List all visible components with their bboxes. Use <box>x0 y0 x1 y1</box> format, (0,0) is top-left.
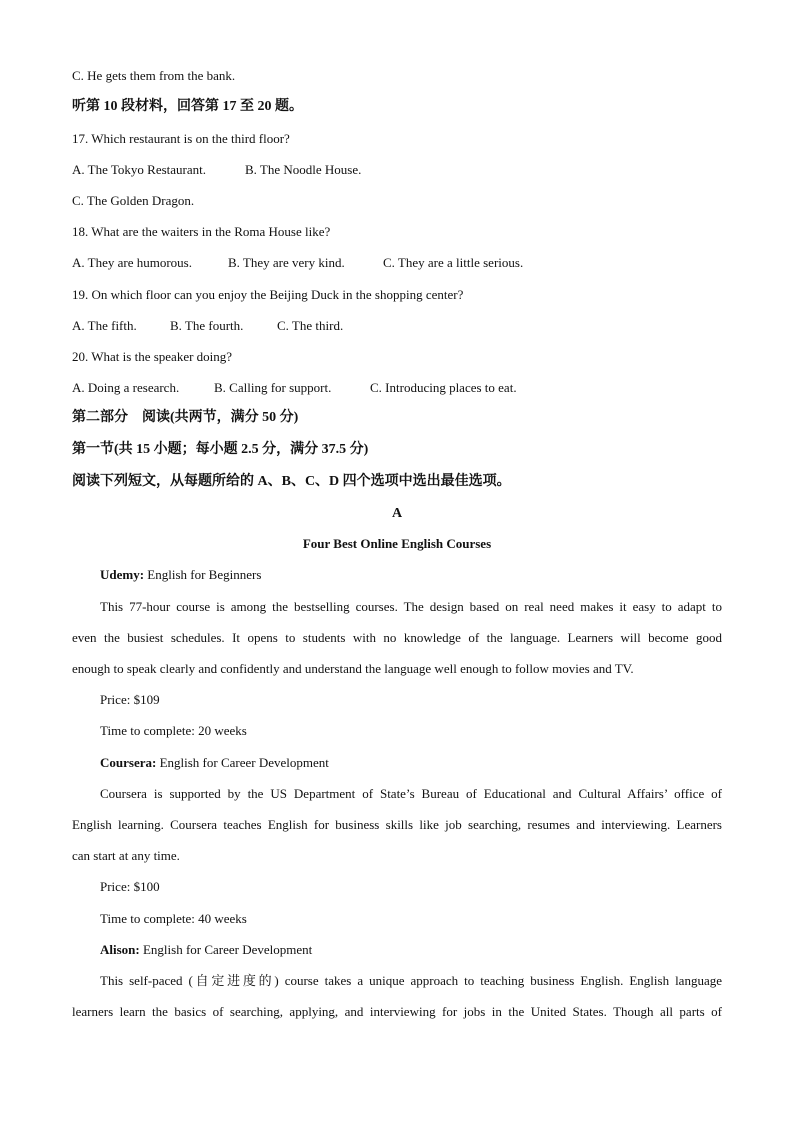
course-price: Price: $100 <box>100 879 160 894</box>
option-b: B. Calling for support. <box>214 380 332 395</box>
course-desc-line: This 77-hour course is among the bestselling courses. The design based on real need makes it easy to adapt to <box>100 599 722 614</box>
option-c: C. They are a little serious. <box>383 255 524 270</box>
question-17-options <box>72 161 361 179</box>
course-name: English for Career Development <box>139 942 313 957</box>
option-a: A. The fifth. <box>72 318 137 333</box>
course-provider: Udemy: <box>100 567 145 582</box>
option-a: A. Doing a research. <box>72 380 180 395</box>
course-desc-line: learners learn the basics of searching, applying, and interviewing for jobs in the United States. Though all parts of <box>72 1004 722 1019</box>
course-heading <box>100 754 329 772</box>
section10-heading: 听第 10 段材料，回答第 17 至 20 题。 <box>72 99 303 114</box>
question-20-stem: 20. What is the speaker doing? <box>72 349 233 364</box>
course-desc-line: enough to speak clearly and confidently and understand the language well enough to follow movies and TV. <box>72 661 634 676</box>
course-heading <box>100 941 312 959</box>
question-20-options <box>72 379 517 397</box>
course-time: Time to complete: 40 weeks <box>100 911 247 926</box>
option-c: C. The third. <box>277 318 344 333</box>
passage-title: Four Best Online English Courses <box>302 536 492 551</box>
course-provider: Coursera: <box>100 755 157 770</box>
course-desc-line: This self-paced (自定进度的) course takes a unique approach to teaching business English. English language <box>100 973 722 988</box>
course-price: Price: $109 <box>100 692 160 707</box>
question-18-options <box>72 254 523 272</box>
course-desc-line: Coursera is supported by the US Department of State’s Bureau of Educational and Cultural Affairs’ office of <box>100 786 722 801</box>
section-heading: 第一节(共 15 小题；每小题 2.5 分，满分 37.5 分) <box>72 442 369 457</box>
option-c: C. Introducing places to eat. <box>370 380 517 395</box>
q16-option-c: C. He gets them from the bank. <box>72 68 236 83</box>
course-heading <box>100 566 261 584</box>
question-17-option-c: C. The Golden Dragon. <box>72 193 195 208</box>
course-name: English for Career Development <box>156 755 329 770</box>
question-19-options <box>72 317 343 335</box>
question-19-stem: 19. On which floor can you enjoy the Beijing Duck in the shopping center? <box>72 287 464 302</box>
option-b: B. They are very kind. <box>228 255 345 270</box>
passage-letter: A <box>391 506 403 521</box>
course-desc-line: even the busiest schedules. It opens to students with no knowledge of the language. Learners will become good <box>72 630 722 645</box>
course-provider: Alison: <box>100 942 140 957</box>
course-name: English for Beginners <box>144 567 262 582</box>
part-heading: 第二部分 阅读(共两节，满分 50 分) <box>72 410 299 425</box>
instruction: 阅读下列短文，从每题所给的 A、B、C、D 四个选项中选出最佳选项。 <box>72 474 511 489</box>
question-17-stem: 17. Which restaurant is on the third floor? <box>72 131 290 146</box>
question-18-stem: 18. What are the waiters in the Roma House like? <box>72 224 331 239</box>
option-a: A. The Tokyo Restaurant. <box>72 162 207 177</box>
course-desc-line: English learning. Coursera teaches English for business skills like job searching, resumes and interviewing. Learners <box>72 817 722 832</box>
course-desc-line: can start at any time. <box>72 848 180 863</box>
option-b: B. The Noodle House. <box>245 162 362 177</box>
option-b: B. The fourth. <box>170 318 244 333</box>
option-a: A. They are humorous. <box>72 255 192 270</box>
course-time: Time to complete: 20 weeks <box>100 723 247 738</box>
